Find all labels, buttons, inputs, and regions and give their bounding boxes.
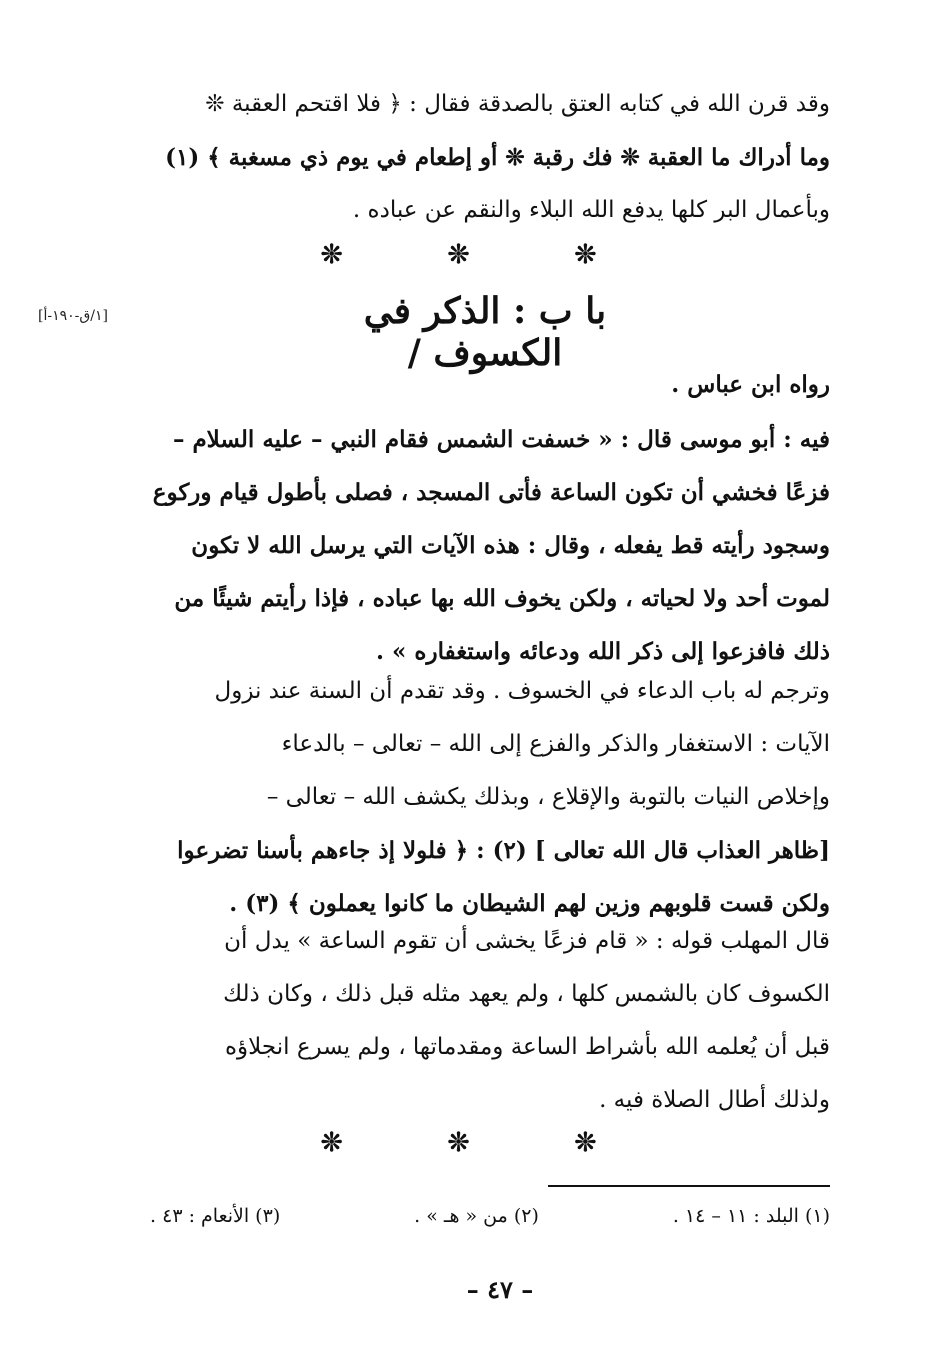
text-line: وقد قرن الله في كتابه العتق بالصدقة فقال : ﴿ فلا اقتحم العقبة ❊ [205,91,830,117]
text-line: قبل أن يُعلمه الله بأشراط الساعة ومقدماتها ، ولم يسرع انجلاؤه [224,1034,830,1060]
text-line: لموت أحد ولا لحياته ، ولكن يخوف الله بها عباده ، فإذا رأيتم شيئًا من [174,585,830,612]
page-number: – ٤٧ – [466,1275,534,1304]
footnote-2: (٢) من « هـ » . [414,1205,539,1227]
text-line: ولكن قست قلوبهم وزين لهم الشيطان ما كانوا يعملون ﴾ (٣) . [229,890,830,917]
text-line: وبأعمال البر كلها يدفع الله البلاء والنقم عن عباده . [352,197,830,223]
text-line: قال المهلب قوله : « قام فزعًا يخشى أن تقوم الساعة » يدل أن [224,928,830,954]
text-line: وسجود رأيته قط يفعله ، وقال : هذه الآيات التي يرسل الله لا تكون [191,532,830,559]
text-line: فيه : أبو موسى قال : « خسفت الشمس فقام النبي – عليه السلام – [172,426,830,453]
manuscript-reference: [١/ق-١٩٠-أ] [38,308,108,324]
narrator-line [135,358,830,411]
text-line: وما أدراك ما العقبة ❊ فك رقبة ❊ أو إطعام في يوم ذي مسغبة ﴾ (١) [165,144,830,171]
text-line: الكسوف كان بالشمس كلها ، ولم يعهد مثله قبل ذلك ، وكان ذلك [223,981,830,1007]
text-line: ولذلك أطال الصلاة فيه . [599,1087,830,1113]
intro-paragraph [135,78,830,237]
hadith-paragraph [135,413,830,678]
chapter-title: با ب : الذكر في الكسوف / [363,290,607,374]
text-line: ذلك فافزعوا إلى ذكر الله ودعائه واستغفاره » . [376,638,830,665]
text-line: وترجم له باب الدعاء في الخسوف . وقد تقدم أن السنة عند نزول [214,678,830,704]
footnotes [150,1205,830,1227]
text-line: فزعًا فخشي أن تكون الساعة فأتى المسجد ، فصلى بأطول قيام وركوع [152,479,830,506]
section-separator: ❊ ❊ ❊ [320,240,645,270]
footnote-divider [548,1185,830,1187]
footnote-3: (٣) الأنعام : ٤٣ . [150,1205,281,1227]
section-separator: ❊ ❊ ❊ [320,1128,645,1158]
text-line: الآيات : الاستغفار والذكر والفزع إلى الله – تعالى – بالدعاء [281,731,830,757]
commentary-paragraph [135,665,830,930]
text-line: رواه ابن عباس . [671,371,830,398]
text-line: [ظاهر العذاب قال الله تعالى ] (٢) : ﴿ فلولا إذ جاءهم بأسنا تضرعوا [177,837,830,864]
text-line: وإخلاص النيات بالتوبة والإقلاع ، وبذلك يكشف الله – تعالى – [266,784,830,810]
muhallab-paragraph [135,915,830,1127]
footnote-1: (١) البلد : ١١ – ١٤ . [672,1205,830,1227]
